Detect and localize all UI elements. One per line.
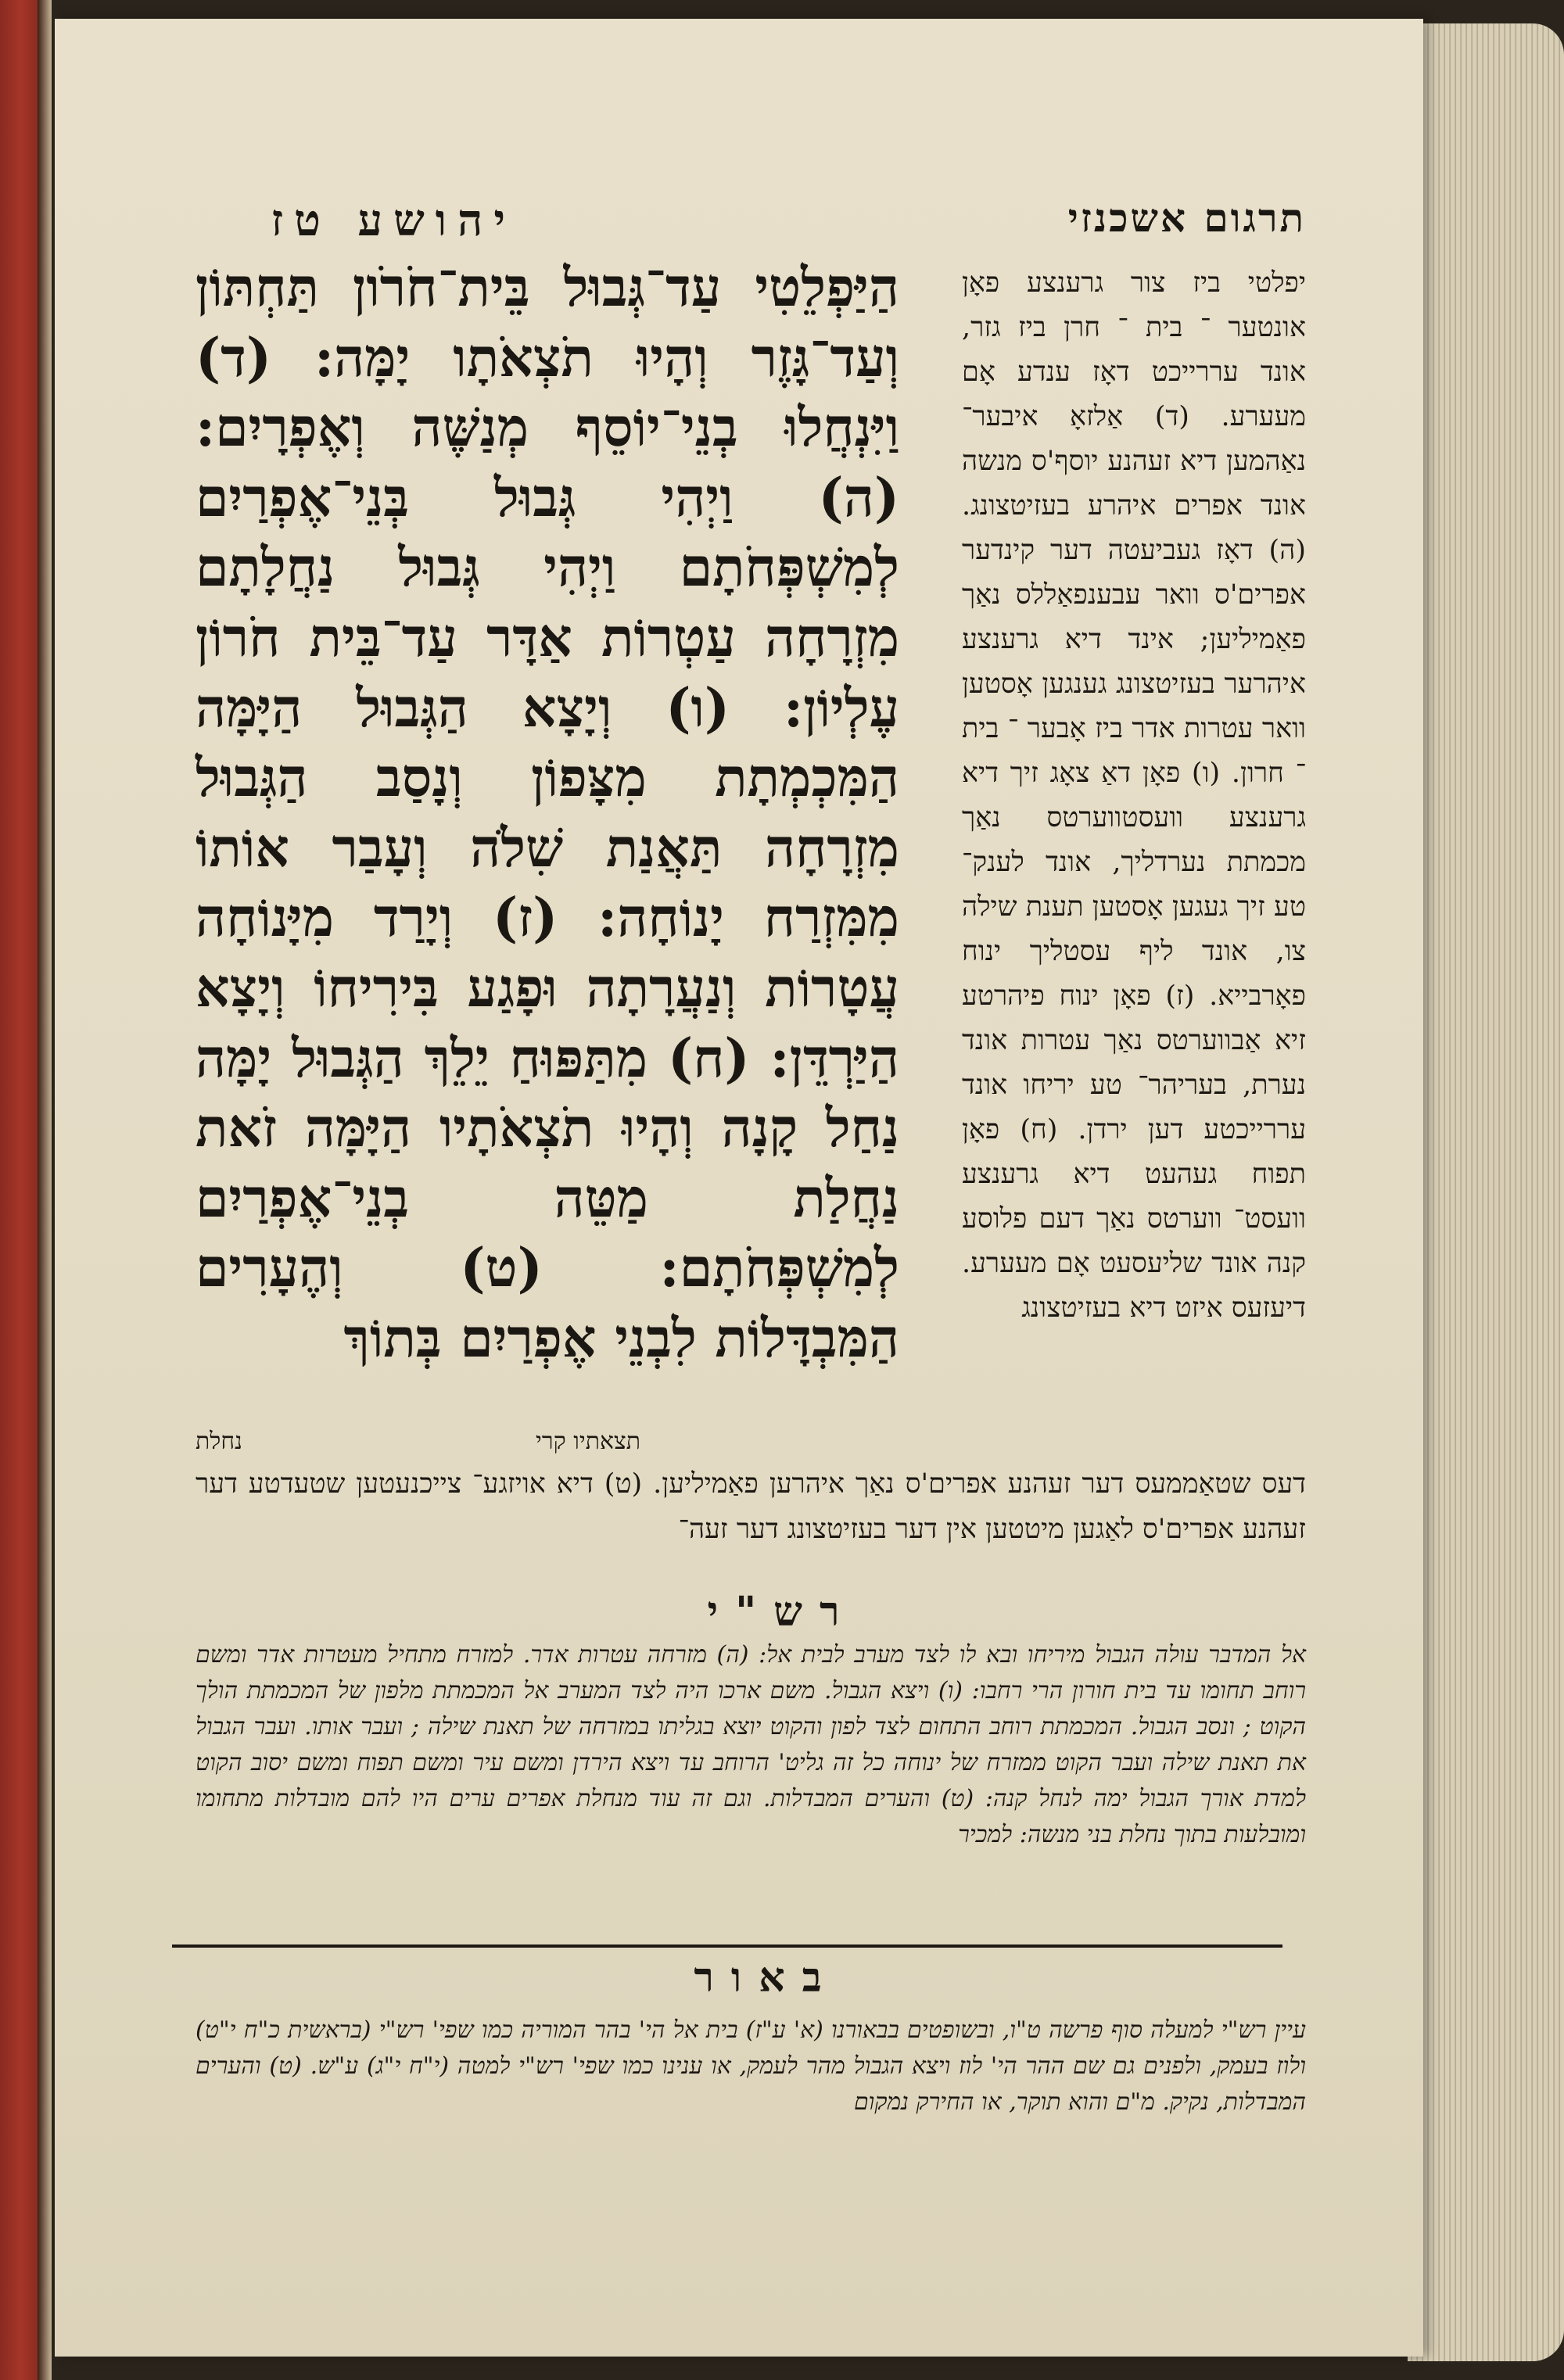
book-cover-edge xyxy=(0,0,52,2380)
biur-commentary: עיין רש"י למעלה סוף פרשה ט"ו, ובשופטים בבאורנו (א' ע"ז) בית אל הי' בהר המוריה כמו שפי' רש"י (בראשית כ"ח י"ט) ולוז בעמק, ולפנים גם שם ההר הי' לוז ויצא הגבול מהר לעמק, או ענינו כמו שפי' רש"י למטה (י"ח י"ג) ע"ש. (ט) והערים המבדלות, נקיק. מ"ם והוא תוקר, או החירק נמקום xyxy=(196,2016,1306,2116)
rashi-header: רש"י xyxy=(707,1588,857,1636)
biur-header: באור xyxy=(694,1954,839,2002)
page-stack-edges xyxy=(1408,23,1564,2361)
targum-column: יפלטי ביז צור גרענצע פאָן אונטער ־ בית ־ חרן ביז גזר, אונד עררייכט דאָז ענדע אָם מעערע. (ד) אַלזאָ איבער־ נאַהמען דיא זעהנע יוסף'ס מנשה אונד אפרים איהרע בעזיטצונג. (ה) דאָז געביעטה דער קינדער אפרים'ס וואר עבענפאַללס נאַך פאַמיליען; אינד דיא גרענצע איהרער בעזיטצונג גענגען אָסטען וואר עטרות אדר ביז אָבער ־ בית ־ חרון. (ו) פאָן דאַ צאָג זיך דיא גרענצע וועסטווערטס נאַך מכמתת נערדליך, אונד לענק־ טע זיך געגען אָסטען תענת שילה צו, אונד ליף עסטליך ינוח פאָרבייא. (ז) פאָן ינוח פיהרטע זיא אַבווערטס נאַך עטרות אונד נערת, בעריהר־ טע יריחו אונד עררייכטע דען ירדן. (ח) פאָן תפוח געהעט דיא גרענצע וועסט־ ווערטס נאַך דעם פלוסע קנה אונד שליעסעט אָם מעערע. דיעזעס איזט דיא בעזיטצונג xyxy=(962,267,1306,1324)
book-page xyxy=(55,19,1423,2357)
rashi-commentary: אל המדבר עולה הגבול מיריחו ובא לו לצד מערב לבית אל: (ה) מזרחה עטרות אדר. למזרח מתחיל מעטרות אדר ומשם רוחב תחומו עד בית חורון הרי רחבו: (ו) ויצא הגבול. משם ארכו היה לצד המערב אל המכמתת מלפון של המכמתת הולך הקוט ; ונסב הגבול. המכמתת רוחב התחום לצד לפון והקוט יוצא בגליתו במזרחה של תאנת שילה ; ועבר אותו. ועבר הגבול את תאנת שילה ועבר הקוט ממזרח של ינוחה כל זה גליט' הרוחב עד ויצא הירדן ומשם עיר ומשם תפוח ומשם יסוב הקוט למדת אורך הגבול ימה לנחל קנה: (ט) והערים המבדלות. וגם זה עוד מנחלת אפרים ערים היו להם מובדלות מתחומו ומובלעות בתוך נחלת בני מנשה: למכיר xyxy=(196,1641,1306,1848)
book-chapter-header: יהושע טז xyxy=(271,195,516,246)
targum-continuation: דעס שטאַממעס דער זעהנע אפרים'ס נאַך איהרען פאַמיליען. (ט) דיא אויזגע־ צייכנעטען שטעדטע דער זעהנע אפרים'ס לאַגען מיטטען אין דער בעזיטצונג דער זעה־ xyxy=(196,1468,1306,1545)
qere-note: תצאתיו קרי xyxy=(536,1428,641,1455)
targum-header: תרגום אשכנזי xyxy=(1067,195,1306,241)
section-divider xyxy=(172,1945,1282,1948)
qere-note-nachalat: נחלת xyxy=(196,1428,242,1455)
scripture-column: הַיַּפְלֵטִי עַד־גְּבוּל בֵּית־חֹרֹון תַּחְתּוֹן וְעַד־גָּזֶר וְהָיוּ תֹצְאֹתָו יָמָּה: (ד) וַיִּנְחֲלוּ בְנֵי־יוֹסֵף מְנַשֶּׁה וְאֶפְרָיִם: (ה) וַיְהִי גְּבוּל בְּנֵי־אֶפְרַיִם לְמִשְׁפְּחֹתָם וַיְהִי גְּבוּל נַחֲלָתָם מִזְרָחָה עַטְרוֹת אַדָּר עַד־בֵּית חֹרוֹן עֶלְיוֹן: (ו) וְיָצָא הַגְּבוּל הַיָּמָּה הַמִּכְמְתָת מִצָּפוֹן וְנָסַב הַגְּבוּל מִזְרָחָה תַּאֲנַת שִׁלֹה וְעָבַר אוֹתוֹ מִמִּזְרַח יָנוֹחָה: (ז) וְיָרַד מִיָּנוֹחָה עֲטָרוֹת וְנַעֲרָתָה וּפָגַע בִּירִיחוֹ וְיָצָא הַיַּרְדֵּן: (ח) מִתַּפּוּחַ יֵלֵךְ הַגְּבוּל יָמָּה נַחַל קָנָה וְהָיוּ תֹצְאֹתָיו הַיָּמָּה זֹאת נַחֲלַת מַטֵּה בְנֵי־אֶפְרַיִם לְמִשְׁפְּחֹתָם: (ט) וְהֶעָרִים הַמִּבְדָּלוֹת לִבְנֵי אֶפְרַיִם בְּתוֹךְ xyxy=(196,256,899,1370)
